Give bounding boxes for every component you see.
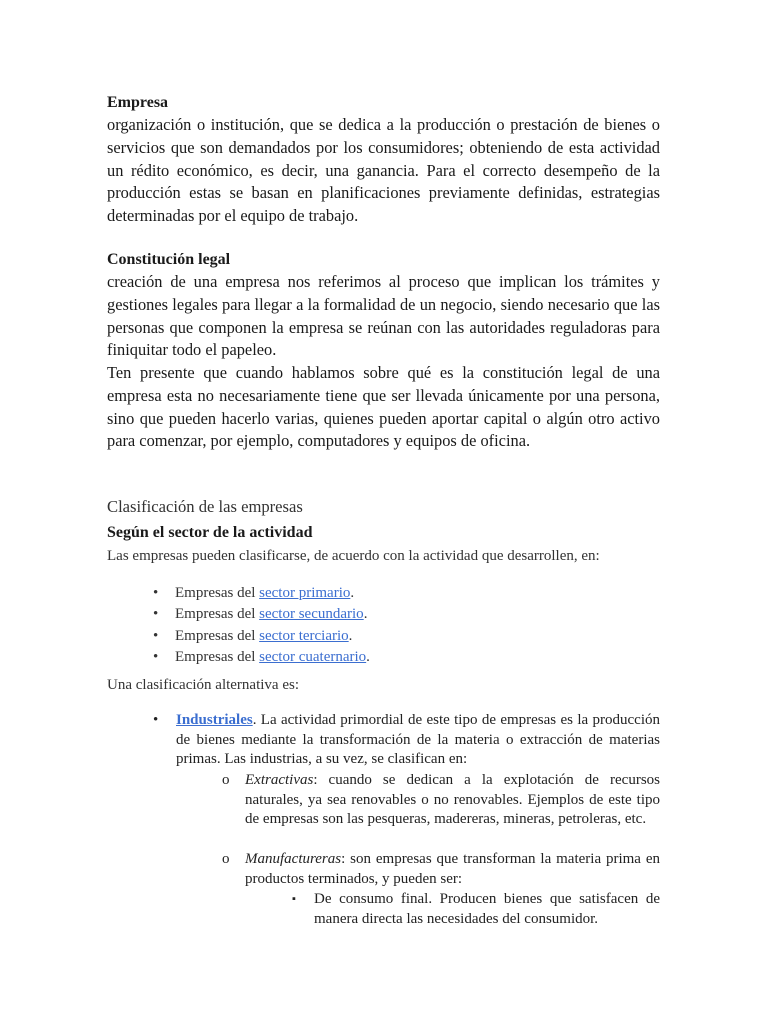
sector-subheading: Según el sector de la actividad: [107, 524, 313, 541]
constitucion-paragraph-2: Ten presente que cuando hablamos sobre qué es la constitución legal de una empresa esta no necesariamente tiene que ser llevada únicamente por una persona, sino que pueden hacerlo varias, quienes pueden aportar capital o algún otro activo para comenzar, por ejemplo, computadores y equipos de oficina.: [107, 363, 660, 451]
bullet-marker: •: [153, 606, 159, 622]
extractivas-item: Extractivas: cuando se dedican a la explotación de recursos naturales, ya sea renovables o no renovables. Ejemplos de este tipo de empresas son las pesqueras, madereras, mineras, petroleras, etc.: [245, 772, 660, 827]
square-marker: ▪: [292, 893, 296, 905]
consumo-final-item: De consumo final. Producen bienes que satisfacen de manera directa las necesidades del consumidor.: [314, 891, 660, 927]
empresa-paragraph: organización o institución, que se dedica a la producción o prestación de bienes o servicios que son demandados por los consumidores; obteniendo de esta actividad un rédito económico, es decir, una ganancia. Para el correcto desempeño de la producción estas se basan en planificaciones previamente definidas, estrategias determinadas por el equipo de trabajo.: [107, 115, 660, 226]
circle-marker: o: [222, 772, 230, 788]
list-item: • Empresas del sector primario.: [153, 585, 355, 601]
list-item: • Empresas del sector terciario.: [153, 628, 353, 644]
sector-terciario-link[interactable]: sector terciario: [259, 628, 349, 644]
manufactureras-item: Manufactureras: son empresas que transforman la materia prima en productos terminados, y pueden ser:: [245, 851, 660, 887]
list-item: • Empresas del sector secundario.: [153, 606, 368, 622]
circle-marker: o: [222, 851, 230, 867]
sector-cuaternario-link[interactable]: sector cuaternario: [259, 649, 367, 665]
constitucion-heading: Constitución legal: [107, 251, 231, 268]
alternative-intro: Una clasificación alternativa es:: [107, 677, 299, 693]
industriales-link[interactable]: Industriales: [176, 712, 253, 728]
manufactureras-label: Manufactureras: [245, 851, 342, 867]
list-item: • Empresas del sector cuaternario.: [153, 649, 370, 665]
empresa-heading: Empresa: [107, 94, 169, 111]
bullet-marker: •: [153, 585, 159, 601]
industriales-item: Industriales. La actividad primordial de este tipo de empresas es la producción de bienes mediante la transformación de la materia o extracción de materias primas. Las industrias, a su vez, se clasifican en:: [176, 712, 660, 767]
bullet-marker: •: [153, 628, 159, 644]
constitucion-paragraph-1: creación de una empresa nos referimos al proceso que implican los trámites y gestiones legales para llegar a la formalidad de un negocio, siendo necesario que las personas que componen la empresa se reúnan con las autoridades reguladoras para finiquitar todo el papeleo.: [107, 272, 660, 360]
extractivas-label: Extractivas: [245, 772, 314, 788]
sector-intro: Las empresas pueden clasificarse, de acuerdo con la actividad que desarrollen, en:: [107, 548, 600, 564]
bullet-marker: •: [153, 712, 159, 728]
bullet-marker: •: [153, 649, 159, 665]
sector-primario-link[interactable]: sector primario: [259, 585, 351, 601]
clasificacion-heading: Clasificación de las empresas: [107, 497, 303, 516]
sector-secundario-link[interactable]: sector secundario: [259, 606, 364, 622]
